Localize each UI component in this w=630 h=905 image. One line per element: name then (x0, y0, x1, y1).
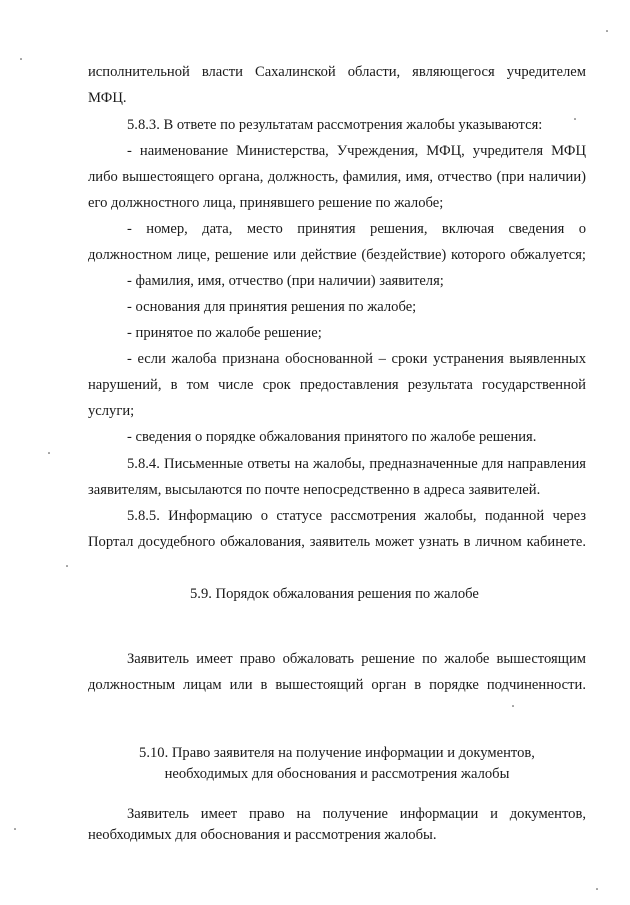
list-item: - фамилия, имя, отчество (при наличии) заявителя; (127, 273, 444, 289)
list-item: - сведения о порядке обжалования принятого по жалобе решения. (127, 429, 537, 445)
scan-speck (596, 888, 598, 890)
scan-speck (14, 828, 16, 830)
paragraph-line: должностном лице, решение или действие (бездействие) которого обжалуется; (88, 247, 586, 263)
section-5-9-heading: 5.9. Порядок обжалования решения по жалобе (190, 586, 479, 602)
list-item: - наименование Министерства, Учреждения, МФЦ, учредителя МФЦ (127, 143, 586, 159)
paragraph-line: Заявитель имеет право обжаловать решение по жалобе вышестоящим (127, 651, 586, 667)
paragraph-line: Заявитель имеет право на получение информации и документов, (127, 806, 586, 822)
list-item: - если жалоба признана обоснованной – сроки устранения выявленных (127, 351, 586, 367)
paragraph-line: Портал досудебного обжалования, заявитель может узнать в личном кабинете. (88, 534, 586, 550)
paragraph-line: МФЦ. (88, 90, 127, 106)
paragraph-line: исполнительной власти Сахалинской области, являющегося учредителем (88, 64, 586, 80)
paragraph-line: должностным лицам или в вышестоящий орган в порядке подчиненности. (88, 677, 586, 693)
scan-speck (48, 452, 50, 454)
paragraph-line: заявителям, высылаются по почте непосредственно в адреса заявителей. (88, 482, 541, 498)
paragraph-line: необходимых для обоснования и рассмотрения жалобы. (88, 827, 437, 843)
scan-speck (512, 705, 514, 707)
section-5-10-heading-line2: необходимых для обоснования и рассмотрения жалобы (164, 766, 510, 782)
list-item: - основания для принятия решения по жалобе; (127, 299, 417, 315)
list-item: - принятое по жалобе решение; (127, 325, 322, 341)
paragraph-line: нарушений, в том числе срок предоставления результата государственной (88, 377, 586, 393)
paragraph-line: его должностного лица, принявшего решение по жалобе; (88, 195, 444, 211)
scan-speck (606, 30, 608, 32)
section-5-10-heading: 5.10. Право заявителя на получение информации и документов, (139, 745, 535, 761)
section-5-8-3-heading: 5.8.3. В ответе по результатам рассмотрения жалобы указываются: (127, 117, 543, 133)
scan-speck (66, 565, 68, 567)
section-5-8-5-text: 5.8.5. Информацию о статусе рассмотрения жалобы, поданной через (127, 508, 586, 524)
list-item: - номер, дата, место принятия решения, включая сведения о (127, 221, 586, 237)
section-5-8-4-text: 5.8.4. Письменные ответы на жалобы, предназначенные для направления (127, 456, 586, 472)
paragraph-line: либо вышестоящего органа, должность, фамилия, имя, отчество (при наличии) (88, 169, 586, 185)
scan-speck (20, 58, 22, 60)
paragraph-line: услуги; (88, 403, 135, 419)
